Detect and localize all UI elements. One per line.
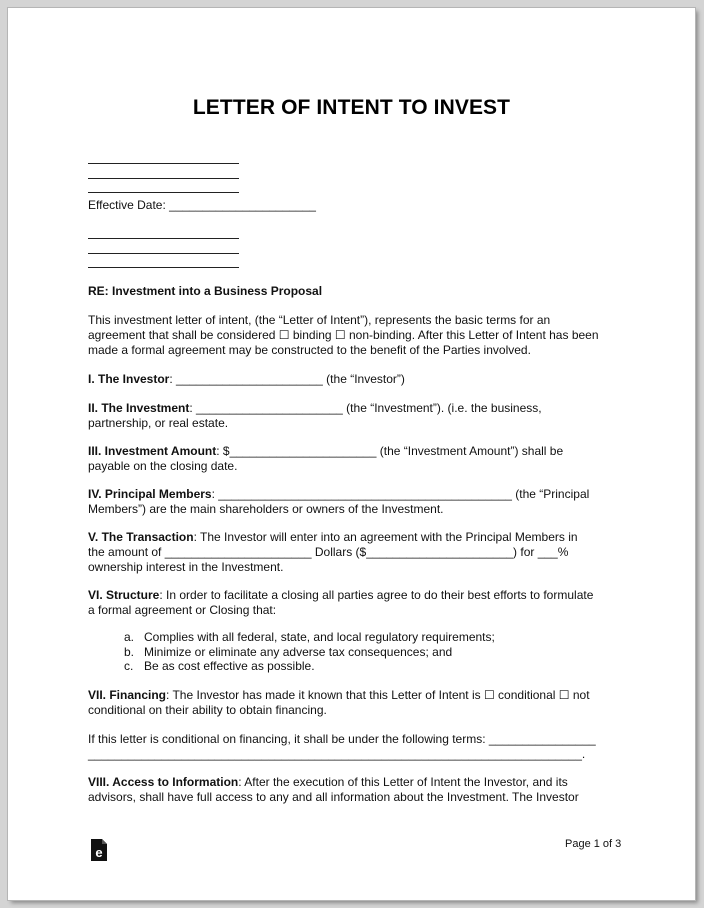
intro-line-3: made a formal agreement may be constructed to the benefit of the Parties involved. — [88, 343, 531, 357]
recipient-line-3[interactable] — [88, 267, 239, 268]
transaction-amount-field[interactable]: the amount of ______________________ Dollars ($______________________) for ___% — [88, 545, 569, 559]
financing-section — [88, 688, 628, 703]
list-letter: b. — [124, 644, 135, 659]
access-section — [88, 775, 628, 790]
document-page — [8, 8, 695, 900]
structure-list — [124, 630, 495, 674]
address-line-2[interactable] — [88, 178, 239, 179]
transaction-section — [88, 530, 628, 545]
intro-line-1: This investment letter of intent, (the “Letter of Intent”), represents the basic terms for an — [88, 313, 551, 327]
transaction-line-3: ownership interest in the Investment. — [88, 560, 284, 574]
intro-line-2: agreement that shall be considered ☐ binding ☐ non-binding. After this Letter of Intent has been — [88, 328, 599, 342]
list-text: Be as cost effective as possible. — [144, 659, 315, 674]
svg-text:e: e — [95, 845, 103, 860]
eforms-logo-icon — [90, 838, 108, 862]
list-letter: a. — [124, 630, 135, 644]
list-text: Minimize or eliminate any adverse tax consequences; and — [144, 644, 453, 659]
access-text: : After the execution of this Letter of Intent the Investor, and its — [238, 775, 568, 789]
re-line: RE: Investment into a Business Proposal — [88, 284, 323, 298]
members-heading: IV. Principal Members — [88, 487, 212, 501]
structure-heading: VI. Structure — [88, 588, 160, 602]
access-heading: VIII. Access to Information — [88, 775, 239, 789]
recipient-line-1[interactable] — [88, 238, 239, 239]
amount-heading: III. Investment Amount — [88, 444, 217, 458]
transaction-heading: V. The Transaction — [88, 530, 194, 544]
recipient-line-2[interactable] — [88, 253, 239, 254]
structure-text: : In order to facilitate a closing all parties agree to do their best efforts to formulate — [159, 588, 594, 602]
investor-heading: I. The Investor — [88, 372, 170, 386]
amount-section — [88, 444, 628, 459]
list-item — [124, 630, 495, 645]
effective-date-field[interactable]: Effective Date: ______________________ — [88, 198, 316, 212]
amount-field[interactable]: : $______________________ (the “Investment Amount”) shall be — [216, 444, 564, 458]
investment-line-2: partnership, or real estate. — [88, 416, 229, 430]
financing-terms-line-2[interactable]: __________________________________________________________________________. — [88, 747, 586, 761]
investment-section — [88, 401, 628, 416]
financing-checkboxes[interactable]: : The Investor has made it known that this Letter of Intent is ☐ conditional ☐ not — [166, 688, 590, 702]
structure-section — [88, 588, 628, 603]
financing-terms-field[interactable]: If this letter is conditional on financing, it shall be under the following terms: ________________ — [88, 732, 596, 746]
amount-line-2: payable on the closing date. — [88, 459, 238, 473]
address-line-1[interactable] — [88, 163, 239, 164]
financing-line-2: conditional on their ability to obtain financing. — [88, 703, 327, 717]
list-item — [124, 645, 495, 660]
structure-line-2: a formal agreement or Closing that: — [88, 603, 277, 617]
members-line-2: Members”) are the main shareholders or owners of the Investment. — [88, 502, 444, 516]
financing-heading: VII. Financing — [88, 688, 167, 702]
investor-section — [88, 372, 628, 387]
investor-field[interactable]: : ______________________ (the “Investor”) — [169, 372, 405, 386]
list-letter: c. — [124, 659, 134, 674]
investment-heading: II. The Investment — [88, 401, 190, 415]
members-field[interactable]: : ____________________________________________ (the “Principal — [211, 487, 590, 501]
investment-field[interactable]: : ______________________ (the “Investment”). (i.e. the business, — [189, 401, 542, 415]
transaction-text: : The Investor will enter into an agreement with the Principal Members in — [193, 530, 578, 544]
list-item — [124, 659, 495, 674]
address-line-3[interactable] — [88, 192, 239, 193]
page-number: Page 1 of 3 — [565, 838, 622, 850]
document-title: LETTER OF INTENT TO INVEST — [192, 96, 511, 119]
members-section — [88, 487, 628, 502]
access-line-2: advisors, shall have full access to any and all information about the Investment. The Investor — [88, 790, 579, 804]
list-text: Complies with all federal, state, and local regulatory requirements; — [144, 630, 495, 644]
